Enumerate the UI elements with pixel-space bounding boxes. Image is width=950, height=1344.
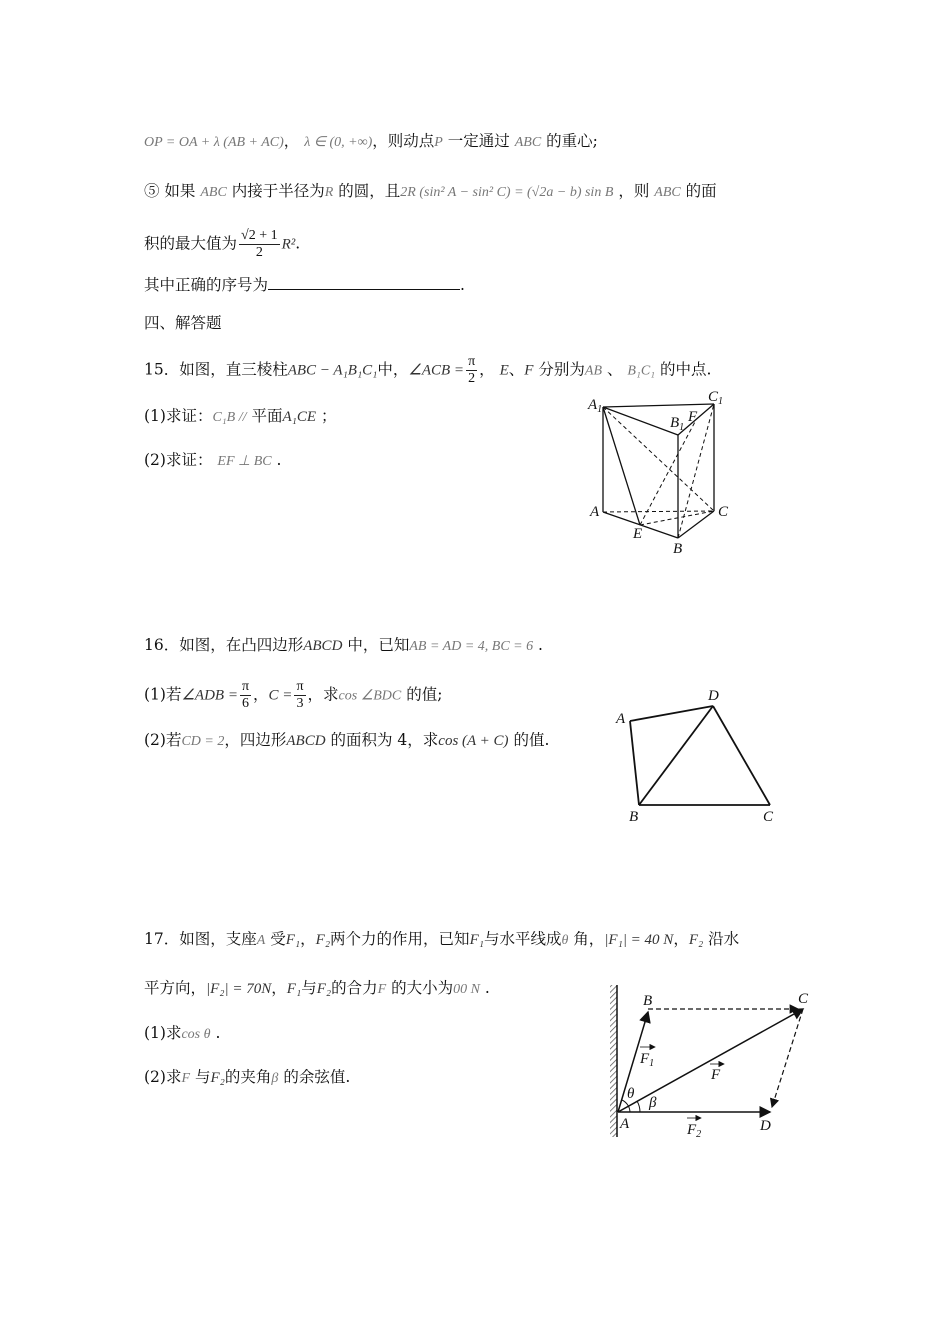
label-D: D xyxy=(760,1118,771,1134)
text: 的面积为 4，求 xyxy=(330,731,439,749)
force-figure xyxy=(600,985,820,1145)
theta: θ xyxy=(561,933,569,948)
text: 的圆，且 xyxy=(338,182,401,200)
label-beta: β xyxy=(649,1095,657,1111)
text: 的重心; xyxy=(546,132,598,150)
text: 分别为 xyxy=(538,360,585,379)
label-C: C xyxy=(763,809,774,825)
text: ， xyxy=(673,930,689,948)
angle-ADB: ∠ADB = xyxy=(181,687,238,704)
support-A: A xyxy=(256,933,266,948)
text: ， xyxy=(271,979,287,997)
angle-ACB: ∠ACB = xyxy=(408,362,465,379)
vector-F: F xyxy=(377,982,387,997)
text: 积的最大值为 xyxy=(144,234,238,253)
text: 16．如图，在凸四边形 xyxy=(144,636,304,654)
text: (2)求 xyxy=(144,1068,182,1086)
label-B: B xyxy=(673,541,683,557)
label-B1: $B_1$ xyxy=(670,415,685,433)
vector-F: F xyxy=(181,1071,191,1086)
statement-5-label: ⑤ 如果 xyxy=(144,182,196,200)
label-F: F xyxy=(688,409,698,425)
q17-stem-2 xyxy=(144,977,490,1001)
text: (2)若 xyxy=(144,731,182,749)
text: 的合力 xyxy=(331,979,378,997)
label-A: A xyxy=(590,504,600,520)
text: ，求 xyxy=(307,685,339,704)
triangle-ABC: ABC xyxy=(654,185,681,200)
pi-over-3: $\frac{\pi}{3}$ xyxy=(296,679,304,711)
text: 两个力的作用，已知 xyxy=(330,930,470,948)
prism-name: ABC − A₁B₁C₁ xyxy=(287,362,378,379)
text: 、 xyxy=(606,360,623,379)
text: . xyxy=(215,1024,221,1042)
answer-blank[interactable] xyxy=(268,275,460,290)
q17-part1 xyxy=(144,1022,220,1046)
triangle-ABC: ABC xyxy=(514,135,542,150)
point-F: F xyxy=(524,362,534,379)
point-E: E xyxy=(499,362,509,379)
label-C: C xyxy=(718,504,729,520)
svg-text:F1: $F_1$ xyxy=(640,1051,655,1069)
angle-C: C = xyxy=(268,687,293,704)
label-B: B xyxy=(629,809,639,825)
label-D: D xyxy=(708,688,719,704)
text: 的大小为 xyxy=(391,979,454,997)
vector-F2: F₂ xyxy=(210,1070,225,1086)
text: (1)求证： xyxy=(144,407,213,425)
condition-formula: 2R (sin² A − sin² C) = (√2a − b) sin B xyxy=(400,185,614,200)
point-P: P xyxy=(434,135,443,150)
text: (1)若 xyxy=(144,685,182,704)
text: 中， xyxy=(377,360,409,379)
label-B: B xyxy=(643,993,653,1009)
quad-ABCD: ABCD xyxy=(303,638,343,654)
vector-formula: OP = OA + λ (AB + AC) xyxy=(144,135,284,150)
line-C1B: C₁B // xyxy=(212,410,247,425)
svg-text:F2: $F_2$ xyxy=(687,1122,702,1140)
statement-5-line xyxy=(144,180,717,204)
text: . xyxy=(484,979,490,997)
F2-magnitude: |F₂| = 70N xyxy=(206,981,272,997)
answer-line xyxy=(144,274,465,296)
wall-hatch xyxy=(610,985,617,1137)
q16-part1 xyxy=(144,679,442,712)
text: ， xyxy=(300,930,316,948)
vector-F1: F₁ xyxy=(469,932,484,948)
cos-A-plus-C: cos (A + C) xyxy=(438,733,509,749)
q16-part2 xyxy=(144,729,549,753)
vector-F2: F₂ xyxy=(688,932,704,948)
text: 一定通过 xyxy=(447,132,510,150)
label-vec-F1 xyxy=(639,1047,655,1069)
text: 的值. xyxy=(513,731,550,749)
label-A: A xyxy=(616,711,626,727)
text: 的中点. xyxy=(659,360,712,379)
vector-F2: F₂ xyxy=(315,932,331,948)
pi-over-6: $\frac{\pi}{6}$ xyxy=(241,679,250,711)
quad-ABCD: ABCD xyxy=(286,733,326,749)
text: 内接于半径为 xyxy=(231,182,325,200)
svg-text:F: F xyxy=(711,1067,721,1083)
text: . xyxy=(295,234,301,253)
q15-part1 xyxy=(144,405,336,429)
label-vec-F2 xyxy=(686,1118,701,1140)
q17-stem xyxy=(144,928,739,952)
text: 平面 xyxy=(251,407,283,425)
text: 的余弦值. xyxy=(283,1068,351,1086)
max-area-fraction: $\frac{√2 + 1}{2}$ xyxy=(241,228,278,260)
text: 17．如图，支座 xyxy=(144,930,257,948)
cos-BDC: cos ∠BDC xyxy=(338,688,402,704)
text: . xyxy=(276,451,282,469)
F1-magnitude: |F₁| = 40 N xyxy=(604,932,674,948)
label-vec-F xyxy=(710,1064,724,1083)
text: ， xyxy=(479,360,495,379)
text: ， xyxy=(253,685,269,704)
text: (1)求 xyxy=(144,1024,182,1042)
text: ； xyxy=(320,407,337,425)
CD-length: CD = 2 xyxy=(181,734,225,749)
statement-5-line2 xyxy=(144,228,300,261)
q15-stem xyxy=(144,354,711,387)
segment-AB: AB xyxy=(584,363,603,379)
q17-part2 xyxy=(144,1066,350,1090)
text: 平方向， xyxy=(144,979,207,997)
vector-F2: F₂ xyxy=(316,981,332,997)
label-A1: $A_1$ xyxy=(588,397,603,415)
cos-theta: cos θ xyxy=(181,1027,211,1042)
statement-4-line: OP = OA + λ (AB + AC)， λ ∈ (0, +∞)，则动点P 一定通过 ABC 的重心; xyxy=(144,132,598,150)
vector-F1: F₁ xyxy=(285,932,301,948)
text: 与 xyxy=(301,979,317,997)
label-theta: θ xyxy=(627,1086,635,1102)
radius-R: R xyxy=(324,185,334,200)
section-heading: 四、解答题 xyxy=(144,314,222,332)
label-E: E xyxy=(633,526,643,542)
EF-perp-BC: EF ⊥ BC xyxy=(217,454,272,469)
text: ，四边形 xyxy=(224,731,287,749)
segment-B1C1: B₁C₁ xyxy=(627,363,656,379)
text: 的面 xyxy=(685,182,717,200)
quadrilateral-figure xyxy=(605,685,795,830)
text: ，则 xyxy=(618,182,650,200)
text: 15．如图，直三棱柱 xyxy=(144,360,288,379)
label-C1: $C_1$ xyxy=(708,389,724,407)
text: . xyxy=(538,636,543,654)
pi-over-2: $\frac{\pi}{2}$ xyxy=(468,354,476,386)
given-lengths: AB = AD = 4, BC = 6 xyxy=(409,639,534,654)
text: 的值; xyxy=(406,685,443,704)
label-C: C xyxy=(798,991,809,1007)
text: . xyxy=(460,276,465,294)
resultant-value: 00 N xyxy=(453,982,480,997)
text: 与水平线成 xyxy=(483,930,562,948)
text: (2)求证： xyxy=(144,451,213,469)
lambda-range: λ ∈ (0, +∞) xyxy=(304,135,373,150)
text: ，则动点 xyxy=(372,132,435,150)
label-A: A xyxy=(620,1116,630,1132)
beta: β xyxy=(271,1071,279,1086)
text: 沿水 xyxy=(708,930,740,948)
text: 角， xyxy=(573,930,605,948)
text: 的夹角 xyxy=(224,1068,272,1086)
text: 中，已知 xyxy=(347,636,410,654)
R-squared: R² xyxy=(281,236,296,253)
q15-part2 xyxy=(144,449,281,473)
triangle-ABC: ABC xyxy=(200,185,227,200)
vector-F1: F₁ xyxy=(286,981,302,997)
text: 、 xyxy=(508,360,525,379)
prism-figure xyxy=(580,385,750,560)
plane-A1CE: A₁CE xyxy=(282,409,317,425)
q16-stem xyxy=(144,634,543,658)
text: 受 xyxy=(270,930,286,948)
text: 其中正确的序号为 xyxy=(144,276,269,294)
text: 与 xyxy=(194,1068,211,1086)
